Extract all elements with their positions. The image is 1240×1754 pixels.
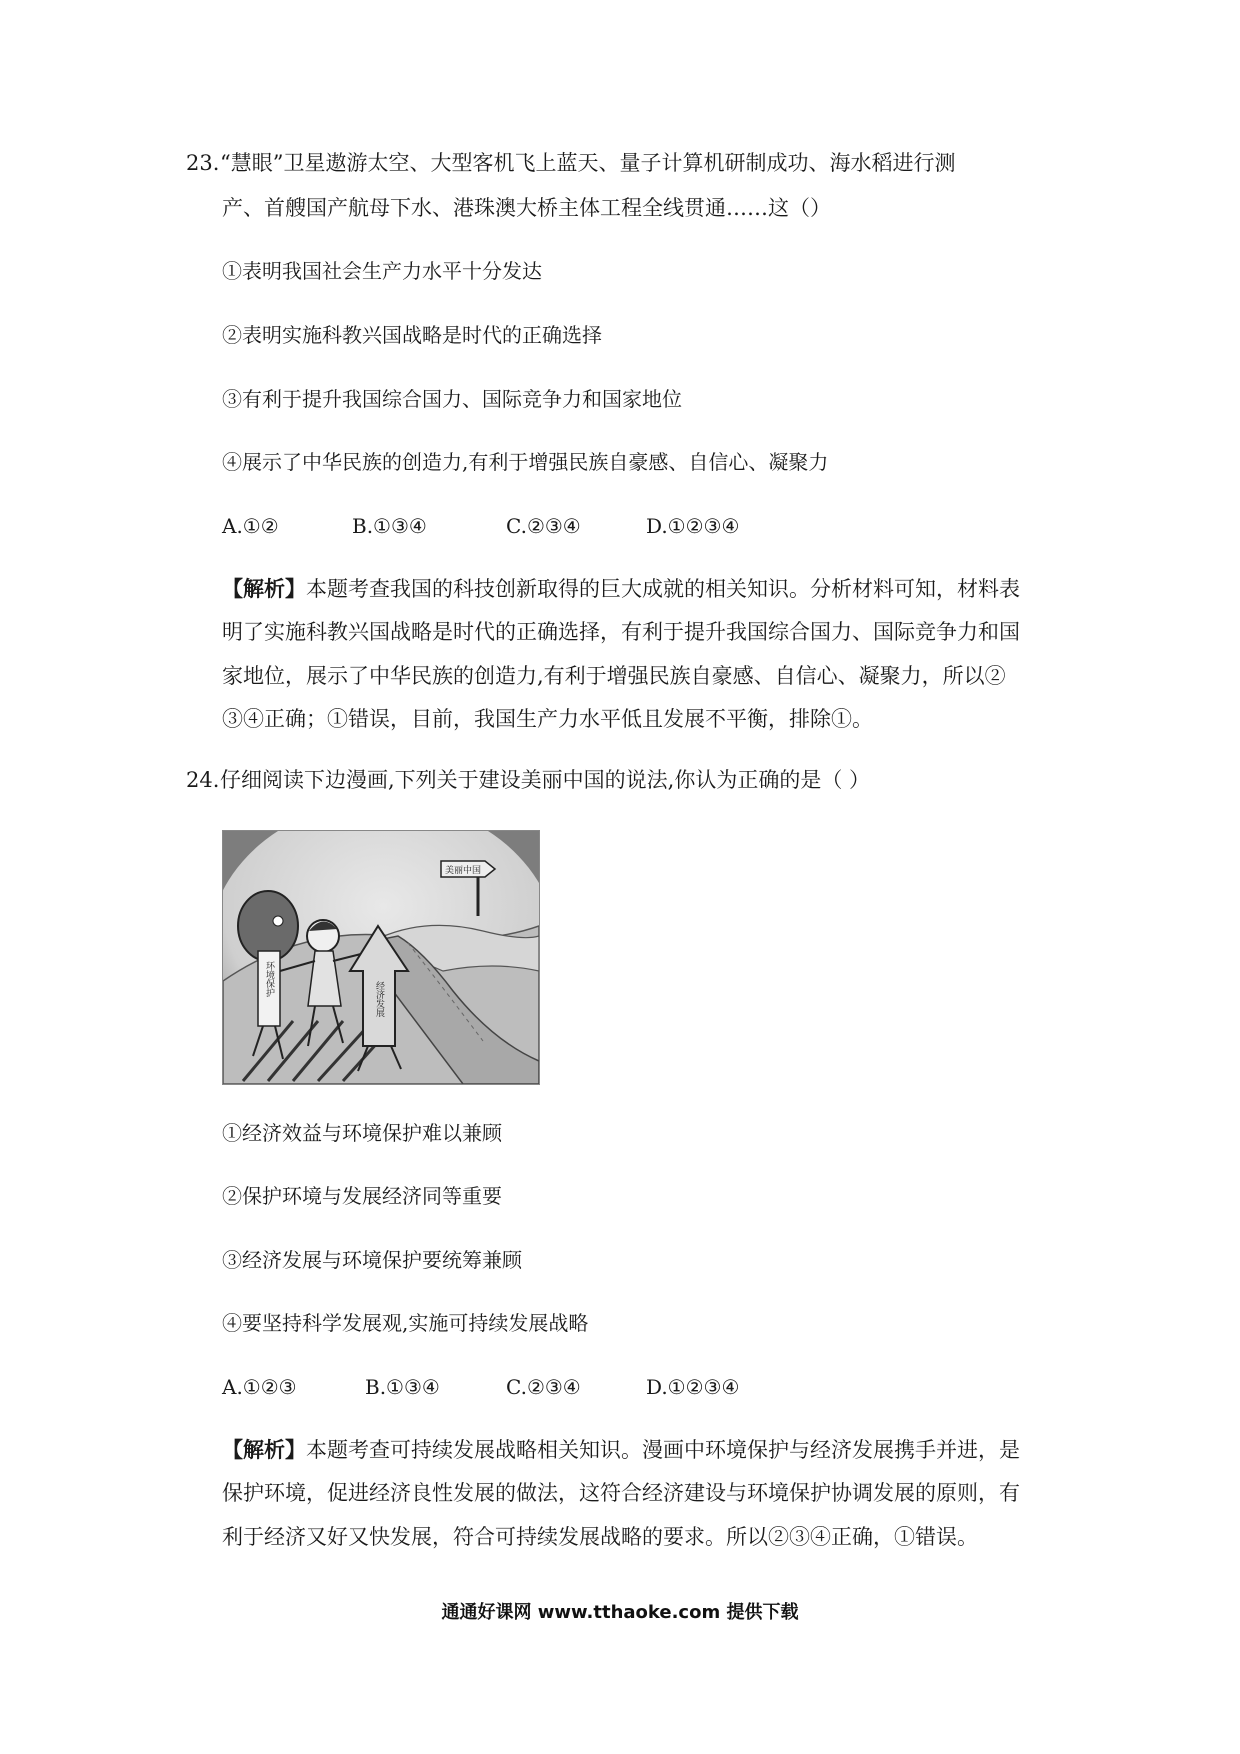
- q23-choice-c: C.②③④: [506, 514, 581, 538]
- q24-analysis-label: 【解析】: [222, 1437, 306, 1462]
- q23-stem-line1: [186, 148, 955, 178]
- q23-number: 23.: [186, 151, 220, 175]
- q24-choice-a: A.①②③: [222, 1375, 297, 1399]
- q23-option-4: ④展示了中华民族的创造力,有利于增强民族自豪感、自信心、凝聚力: [222, 450, 829, 474]
- q24-analysis-line1: [222, 1435, 1020, 1465]
- comic-sign-text: 美丽中国: [444, 866, 482, 876]
- q24-option-2: ②保护环境与发展经济同等重要: [222, 1184, 502, 1208]
- q24-option-3: ③经济发展与环境保护要统筹兼顾: [222, 1248, 522, 1272]
- q23-analysis-text-1: 本题考查我国的科技创新取得的巨大成就的相关知识。分析材料可知，材料表: [306, 577, 1020, 601]
- comic-drawing: [223, 831, 539, 1084]
- q23-choice-a: A.①②: [222, 514, 279, 538]
- q24-choice-c: C.②③④: [506, 1375, 581, 1399]
- q23-choice-d: D.①②③④: [646, 514, 740, 538]
- q23-analysis-line1: [222, 574, 1020, 604]
- comic-right-label: 经济发展: [374, 981, 384, 1017]
- q23-analysis-label: 【解析】: [222, 576, 306, 601]
- q23-stem-line2: 产、首艘国产航母下水、港珠澳大桥主体工程全线贯通……这（）: [222, 196, 831, 220]
- q23-option-3: ③有利于提升我国综合国力、国际竞争力和国家地位: [222, 387, 682, 411]
- q24-option-4: ④要坚持科学发展观,实施可持续发展战略: [222, 1311, 589, 1335]
- q24-analysis-line3: 利于经济又好又快发展，符合可持续发展战略的要求。所以②③④正确，①错误。: [222, 1525, 978, 1549]
- q24-option-1: ①经济效益与环境保护难以兼顾: [222, 1121, 502, 1145]
- q23-analysis-line2: 明了实施科教兴国战略是时代的正确选择，有利于提升我国综合国力、国际竞争力和国: [222, 620, 1020, 644]
- q24-stem-text: 仔细阅读下边漫画,下列关于建设美丽中国的说法,你认为正确的是（ ）: [220, 768, 871, 792]
- q23-choice-b: B.①③④: [352, 514, 427, 538]
- q24-analysis-line2: 保护环境，促进经济良性发展的做法，这符合经济建设与环境保护协调发展的原则，有: [222, 1481, 1020, 1505]
- q24-choice-d: D.①②③④: [646, 1375, 740, 1399]
- q24-number: 24.: [186, 768, 220, 792]
- q24-analysis-text-1: 本题考查可持续发展战略相关知识。漫画中环境保护与经济发展携手并进，是: [306, 1438, 1020, 1462]
- page-footer: 通通好课网 www.tthaoke.com 提供下载: [441, 1602, 799, 1623]
- q23-stem-text-1: “慧眼”卫星遨游太空、大型客机飞上蓝天、量子计算机研制成功、海水稻进行测: [220, 151, 956, 175]
- q23-analysis-line4: ③④正确；①错误，目前，我国生产力水平低且发展不平衡，排除①。: [222, 707, 873, 731]
- q23-option-2: ②表明实施科教兴国战略是时代的正确选择: [222, 323, 602, 347]
- q23-option-1: ①表明我国社会生产力水平十分发达: [222, 259, 542, 283]
- q24-stem: [186, 765, 870, 795]
- q24-choice-b: B.①③④: [365, 1375, 440, 1399]
- comic-left-label: 环境保护: [264, 961, 274, 997]
- q24-comic-illustration: [222, 830, 540, 1085]
- q23-analysis-line3: 家地位，展示了中华民族的创造力,有利于增强民族自豪感、自信心、凝聚力，所以②: [222, 664, 1006, 688]
